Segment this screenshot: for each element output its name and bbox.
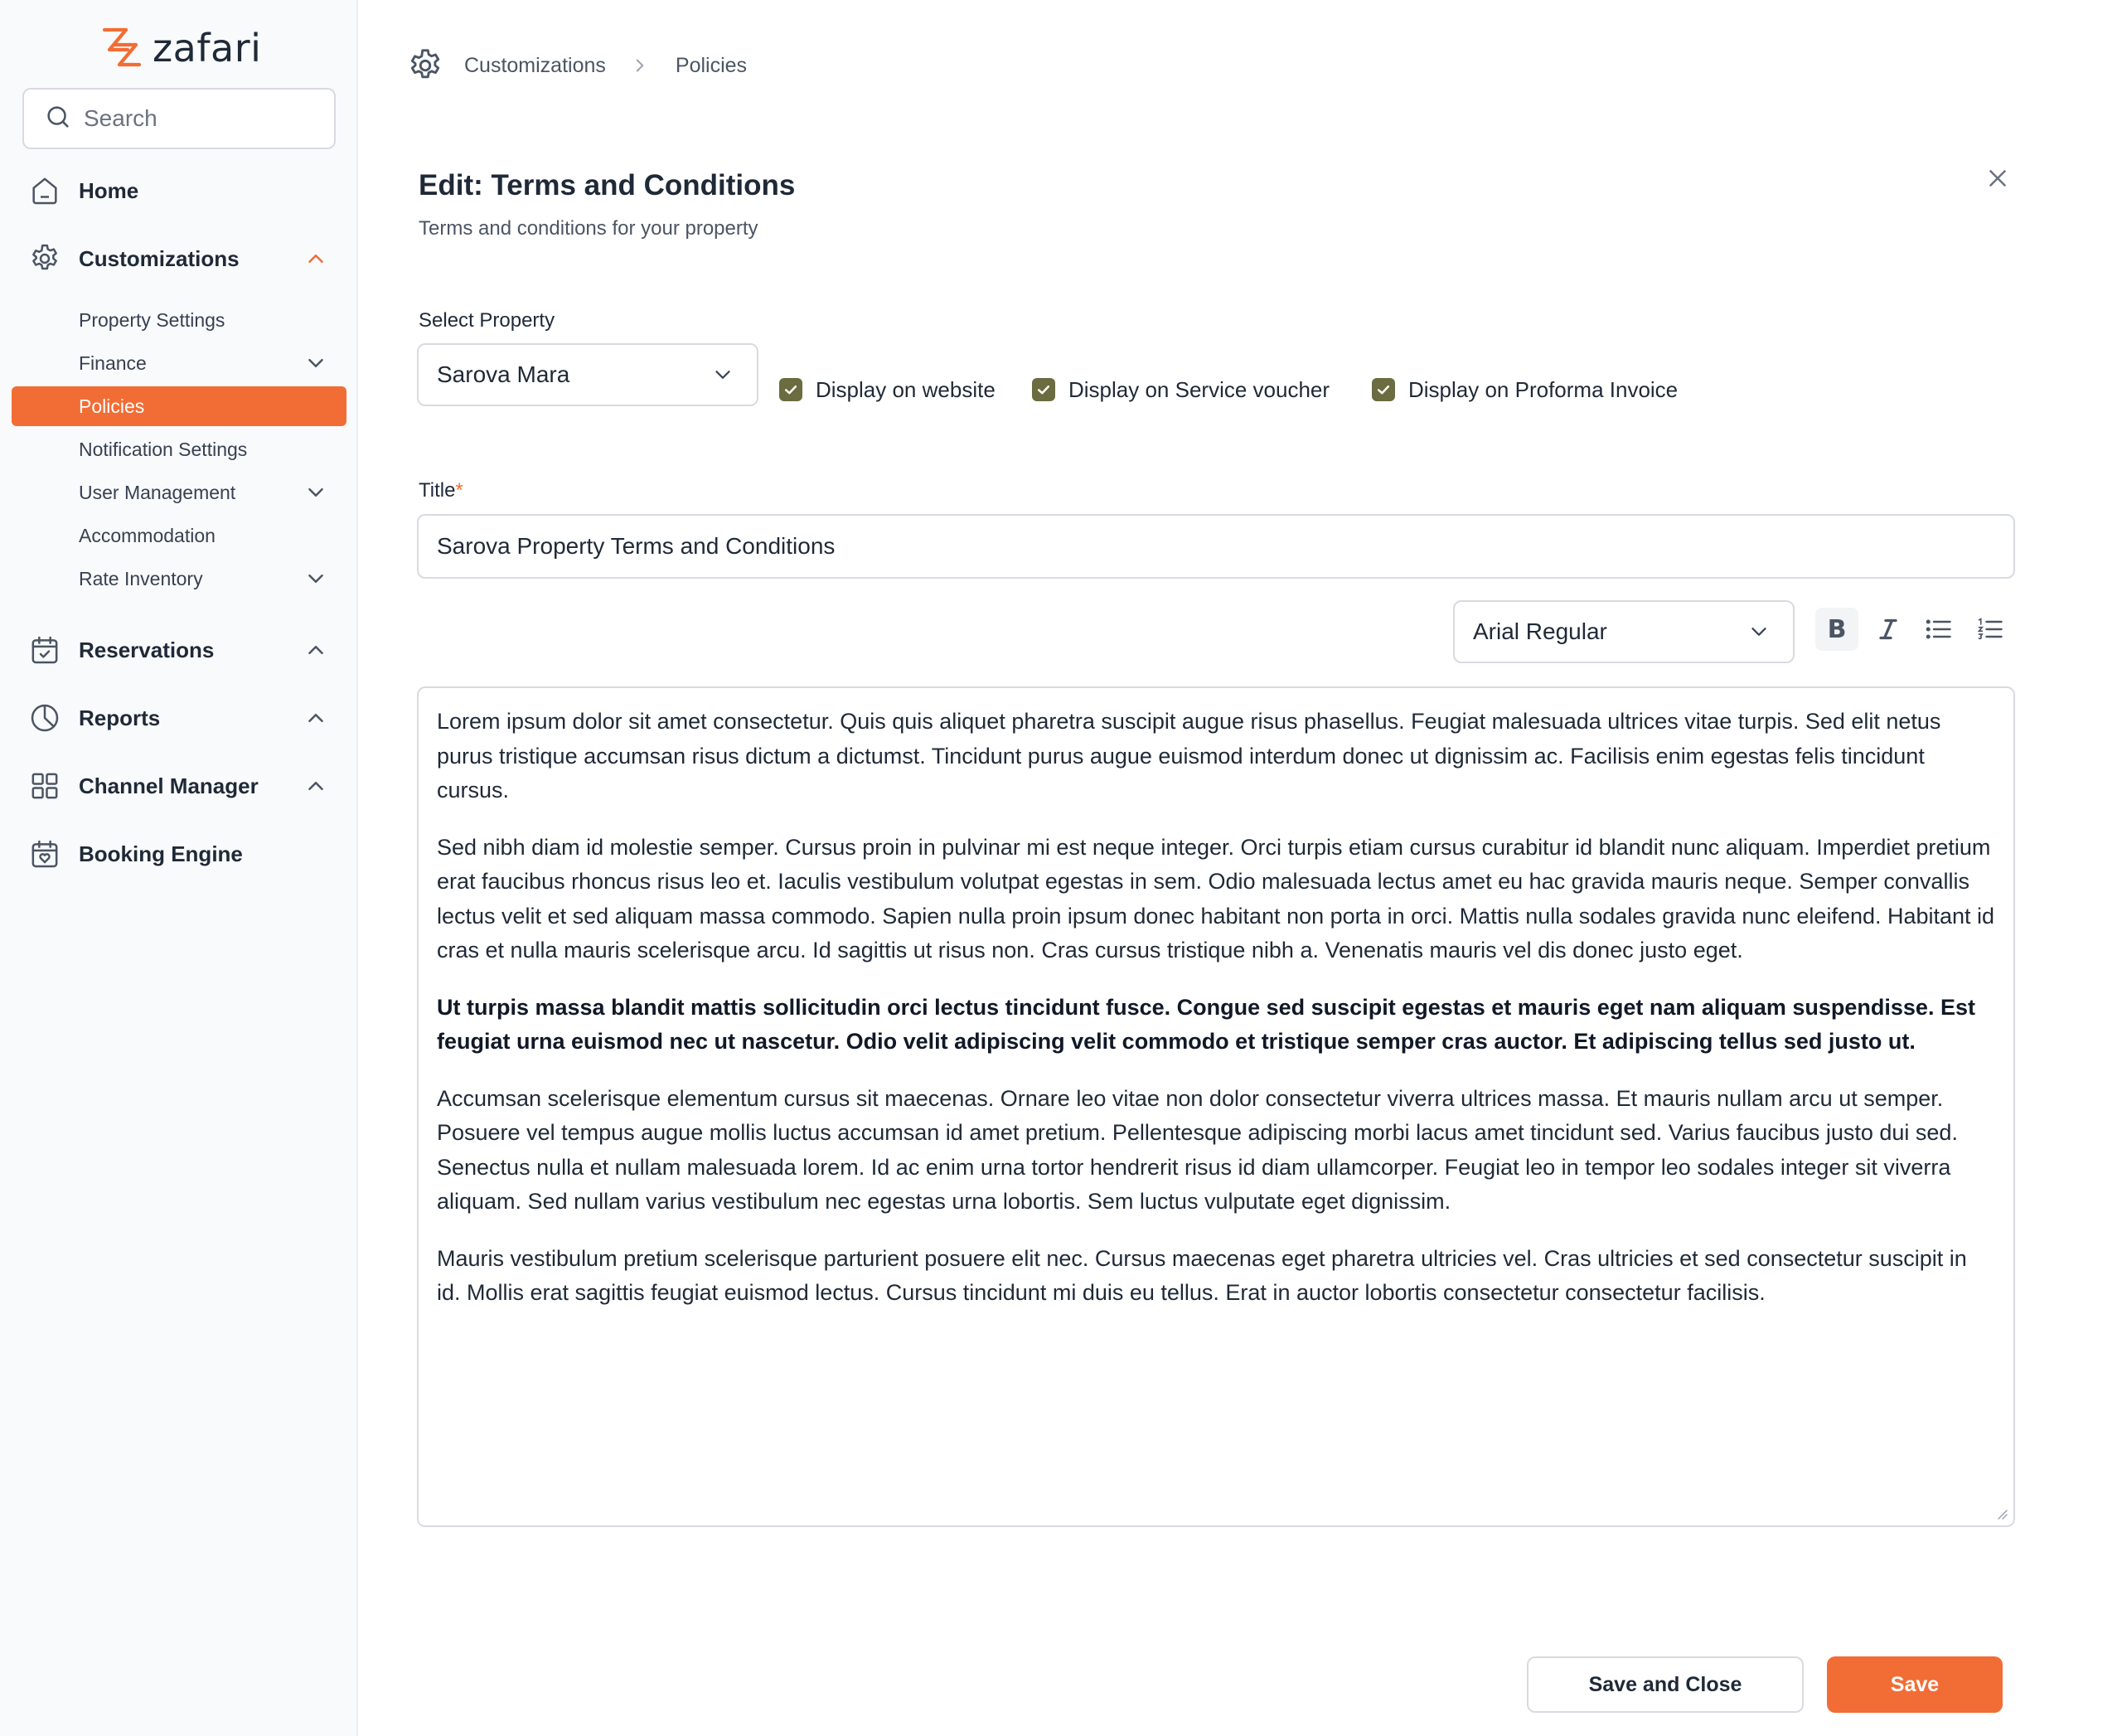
chevron-right-icon — [629, 55, 651, 76]
sidebar-item-policies[interactable] — [12, 386, 346, 426]
breadcrumb-customizations[interactable]: Customizations — [464, 53, 606, 77]
italic-icon — [1873, 614, 1903, 644]
required-marker: * — [455, 479, 463, 502]
font-select[interactable] — [1453, 600, 1795, 663]
resize-handle-icon[interactable] — [1994, 1506, 2008, 1520]
title-input[interactable] — [417, 514, 2015, 579]
search-icon — [44, 103, 72, 135]
nav-customizations[interactable] — [0, 230, 358, 288]
numbered-list-button[interactable] — [1969, 608, 2012, 651]
grid-icon — [28, 769, 61, 803]
sidebar-item-user-management[interactable] — [12, 473, 346, 512]
editor-paragraph: Sed nibh diam id molestie semper. Cursus proin in pulvinar mi est neque integer. Orci turpis etiam cursus curabitur id blandit nunc aliquam. Imperdiet pretium erat faucibus rhoncus risus leo et. Iaculis vestibulum volutpat egestas in sem. Odio malesuada lectus amet eu hac gravida mauris neque. Semper convallis lectus velit et sed aliquam massa commodo. Sapien nulla proin ipsum donec habitant non porta in orci. Mattis nulla sodales gravida nunc eleifend. Habitant id cras et nulla mauris scelerisque arcu. Id sagittis ut risus non. Cras cursus tristique nibh a. Venenatis mauris vel dis donec justo eget. — [437, 834, 1995, 963]
chevron-down-icon — [710, 362, 735, 387]
chevron-down-icon — [1747, 619, 1771, 644]
sidebar — [0, 0, 358, 1736]
title-input-value: Sarova Property Terms and Conditions — [437, 533, 836, 559]
zafari-logo-mark-icon — [98, 25, 144, 71]
sidebar-item-label: Notification Settings — [79, 438, 248, 460]
checkbox-label: Display on Proforma Invoice — [1408, 376, 1679, 402]
font-select-value: Arial Regular — [1473, 618, 1607, 644]
property-select[interactable] — [417, 343, 758, 406]
search-box[interactable] — [22, 88, 336, 149]
checkbox-display-on-website[interactable] — [779, 375, 996, 405]
nav-reservations-label: Reservations — [79, 637, 215, 662]
nav-channel-manager-label: Channel Manager — [79, 773, 259, 798]
nav-home[interactable] — [0, 162, 358, 220]
checkbox-checked-icon[interactable] — [1372, 378, 1395, 401]
checkbox-display-on-proforma-invoice[interactable] — [1372, 375, 1678, 405]
search-input[interactable] — [84, 105, 316, 132]
title-field-label — [419, 479, 463, 502]
gear-icon — [406, 46, 444, 85]
page-subtitle: Terms and conditions for your property — [419, 217, 758, 240]
chevron-up-icon[interactable] — [303, 246, 328, 271]
checkbox-label: Display on website — [816, 376, 996, 402]
nav-booking-engine[interactable] — [0, 825, 358, 883]
checkbox-checked-icon[interactable] — [1032, 378, 1055, 401]
page-title: Edit: Terms and Conditions — [419, 169, 796, 201]
chevron-up-icon[interactable] — [303, 638, 328, 662]
italic-button[interactable] — [1867, 608, 1910, 651]
close-button[interactable] — [1984, 164, 2012, 192]
logo-text: zafari — [153, 26, 262, 70]
bold-icon: B — [1827, 614, 1847, 644]
breadcrumb-policies[interactable]: Policies — [675, 53, 748, 77]
bulleted-list-button[interactable] — [1917, 608, 1960, 651]
numbered-list-icon — [1975, 614, 2005, 644]
chevron-down-icon[interactable] — [303, 480, 328, 505]
breadcrumb — [406, 45, 747, 86]
sidebar-item-label: Accommodation — [79, 524, 216, 546]
rich-text-editor[interactable] — [417, 686, 2015, 1527]
sidebar-item-label: User Management — [79, 481, 236, 503]
gear-icon — [28, 242, 61, 275]
nav-reports-label: Reports — [79, 705, 161, 730]
property-select-value: Sarova Mara — [437, 361, 570, 387]
sidebar-item-accommodation[interactable] — [12, 516, 346, 555]
sidebar-item-finance[interactable] — [12, 343, 346, 383]
sidebar-item-label: Policies — [79, 395, 145, 417]
home-icon — [28, 174, 61, 207]
select-property-label: Select Property — [419, 309, 555, 332]
editor-paragraph: Accumsan scelerisque elementum cursus sit maecenas. Ornare leo vitae non dolor consectetur viverra ultrices massa. Et mauris nullam arcu ut semper. Posuere vel tempus augue mollis luctus accumsan id amet pretium. Pellentesque adipiscing morbi lacus amet tincidunt sed. Varius faucibus justo dui sed. Senectus nulla et nullam malesuada lorem. Id ac enim urna tortor hendrerit risus id diam ullamcorper. Feugiat leo in tempor leo sodales integer sit viverra aliquam. Sed nullam varius vestibulum nec egestas urna lobortis. Sem luctus vulputate eget dignissim. — [437, 1085, 1958, 1214]
sidebar-item-label: Property Settings — [79, 308, 225, 331]
nav-customizations-label: Customizations — [79, 245, 240, 271]
nav-home-label: Home — [79, 177, 139, 203]
bulleted-list-icon — [1924, 614, 1954, 644]
checkbox-label: Display on Service voucher — [1068, 376, 1330, 402]
bold-button[interactable] — [1815, 608, 1858, 651]
checkbox-display-on-service-voucher[interactable] — [1032, 375, 1330, 405]
sidebar-item-label: Rate Inventory — [79, 567, 203, 589]
calendar-check-icon — [28, 633, 61, 667]
save-button[interactable]: Save — [1827, 1656, 2003, 1713]
checkbox-checked-icon[interactable] — [779, 378, 802, 401]
editor-paragraph-bold: Ut turpis massa blandit mattis sollicitudin orci lectus tincidunt fusce. Congue sed suscipit egestas et mauris eget nam aliquam suspendisse. Est feugiat urna euismod nec ut nascetur. Odio velit adipiscing velit commodo et tristique semper cras auctor. Et adipiscing tellus sed justo ut. — [437, 994, 1975, 1054]
chevron-down-icon[interactable] — [303, 351, 328, 376]
calendar-heart-icon — [28, 837, 61, 870]
pie-chart-icon — [28, 701, 61, 735]
nav-channel-manager[interactable] — [0, 757, 358, 815]
nav-booking-engine-label: Booking Engine — [79, 841, 243, 866]
nav-reports[interactable] — [0, 689, 358, 747]
sidebar-item-notification-settings[interactable] — [12, 429, 346, 469]
editor-paragraph: Lorem ipsum dolor sit amet consectetur. Quis quis aliquet pharetra suscipit augue risus phasellus. Feugiat malesuada ultrices vitae turpis. Sed elit netus purus tristique accumsan risus dictum a dictumst. Tincidunt purus augue euismod interdum donec ut dignissim ac. Facilisis enim egestas felis tincidunt cursus. — [437, 709, 1941, 803]
save-and-close-button[interactable]: Save and Close — [1527, 1656, 1804, 1713]
chevron-up-icon[interactable] — [303, 706, 328, 730]
nav-reservations[interactable] — [0, 621, 358, 679]
sidebar-item-rate-inventory[interactable] — [12, 559, 346, 599]
title-label-text: Title — [419, 479, 456, 502]
sidebar-item-label: Finance — [79, 352, 147, 374]
app-logo[interactable] — [98, 25, 261, 71]
editor-paragraph: Mauris vestibulum pretium scelerisque parturient posuere elit nec. Cursus maecenas eget pharetra ultricies vel. Cras ultricies et sed consectetur suscipit in id. Mollis erat sagittis feugiat euismod lectus. Cursus tincidunt mi duis eu tellus. Erat in auctor lobortis consectetur consectetur facilisis. — [437, 1245, 1967, 1305]
chevron-up-icon[interactable] — [303, 773, 328, 798]
chevron-down-icon[interactable] — [303, 566, 328, 591]
sidebar-item-property-settings[interactable] — [12, 300, 346, 340]
close-icon — [1984, 164, 2012, 192]
